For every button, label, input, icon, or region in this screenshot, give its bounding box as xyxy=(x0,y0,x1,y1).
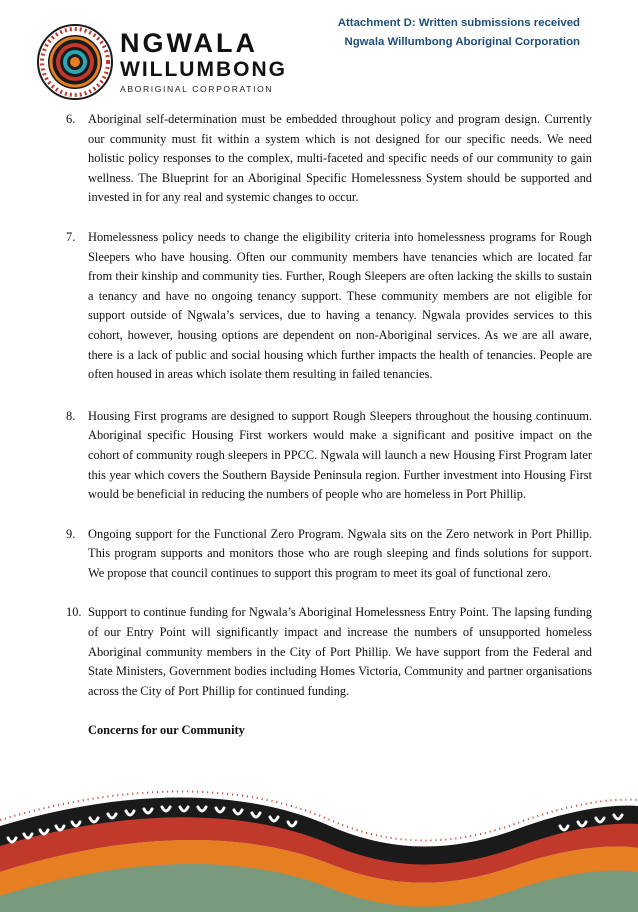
attachment-header xyxy=(338,14,580,52)
item-number: 9. xyxy=(66,526,76,541)
list-item xyxy=(66,603,592,701)
organisation-logo xyxy=(34,22,294,102)
section-heading: Concerns for our Community xyxy=(88,723,245,738)
item-text: Housing First programs are designed to support Rough Sleepers throughout the housing continuum. Aboriginal specific Housing First workers would make a significant and positive impact on the cohort of community rough sleepers in PPCC. Ngwala will launch a new Housing First Program later this year which covers the Southern Bayside Peninsula region. Further investment into Housing First would be beneficial in reducing the numbers of people who are homeless in Port Phillip. xyxy=(88,408,592,502)
item-number: 8. xyxy=(66,408,76,423)
item-text: Homelessness policy needs to change the eligibility criteria into homelessness programs for Rough Sleepers who have housing. Often our community members have tenancies which are located far from their kinship and community ties. Further, Rough Sleepers are often lacking the skills to sustain a tenancy and have no ongoing tenancy support. These community members are not eligible for support outside of Ngwala’s services, due to having a tenancy. Ngwala provides services to this cohort, however, housing options are dependent on non-Aboriginal services. As we are all aware, there is a lack of public and social housing which further impacts the health of tenancies. People are often housed in areas which isolate them resulting in failed tenancies. xyxy=(88,229,592,382)
item-text: Aboriginal self-determination must be embedded throughout policy and program design. Currently our community must fit within a system which is not designed for our specific needs. We need holistic policy responses to the complex, multi-faceted and specific needs of our community to gain wellness. The Blueprint for an Aboriginal Specific Homelessness System should be supported and invested in for any real and systemic changes to occur. xyxy=(88,112,592,205)
attachment-title: Attachment D: Written submissions received xyxy=(337,17,580,29)
concentric-dot-circle-icon xyxy=(34,22,116,102)
logo-line3: ABORIGINAL CORPORATION xyxy=(120,84,274,94)
list-item xyxy=(66,407,592,505)
item-number: 7. xyxy=(66,229,76,244)
decorative-footer-artwork xyxy=(0,780,638,912)
list-item xyxy=(66,110,592,208)
document-body xyxy=(66,110,592,741)
item-number: 10. xyxy=(66,605,82,620)
logo-wordmark xyxy=(120,30,287,94)
logo-line1: NGWALA xyxy=(120,28,258,58)
list-item xyxy=(66,228,592,385)
item-text: Ongoing support for the Functional Zero Program. Ngwala sits on the Zero network in Port Phillip. This program supports and monitors those who are rough sleeping and finds solutions for support. We propose that council continues to support this program to meet its goal of functional zero. xyxy=(88,526,592,580)
logo-line2: WILLUMBONG xyxy=(120,58,287,81)
item-number: 6. xyxy=(66,112,76,126)
list-item xyxy=(66,525,592,584)
organisation-name: Ngwala Willumbong Aboriginal Corporation xyxy=(344,36,580,48)
item-text: Support to continue funding for Ngwala’s Aboriginal Homelessness Entry Point. The lapsing funding of our Entry Point will significantly impact and increase the numbers of unsupported homeless Aboriginal community members in the City of Port Phillip. We have support from the Federal and State Ministers, Government bodies including Homes Victoria, Community and partner organisations across the City of Port Phillip for continued funding. xyxy=(88,605,592,698)
